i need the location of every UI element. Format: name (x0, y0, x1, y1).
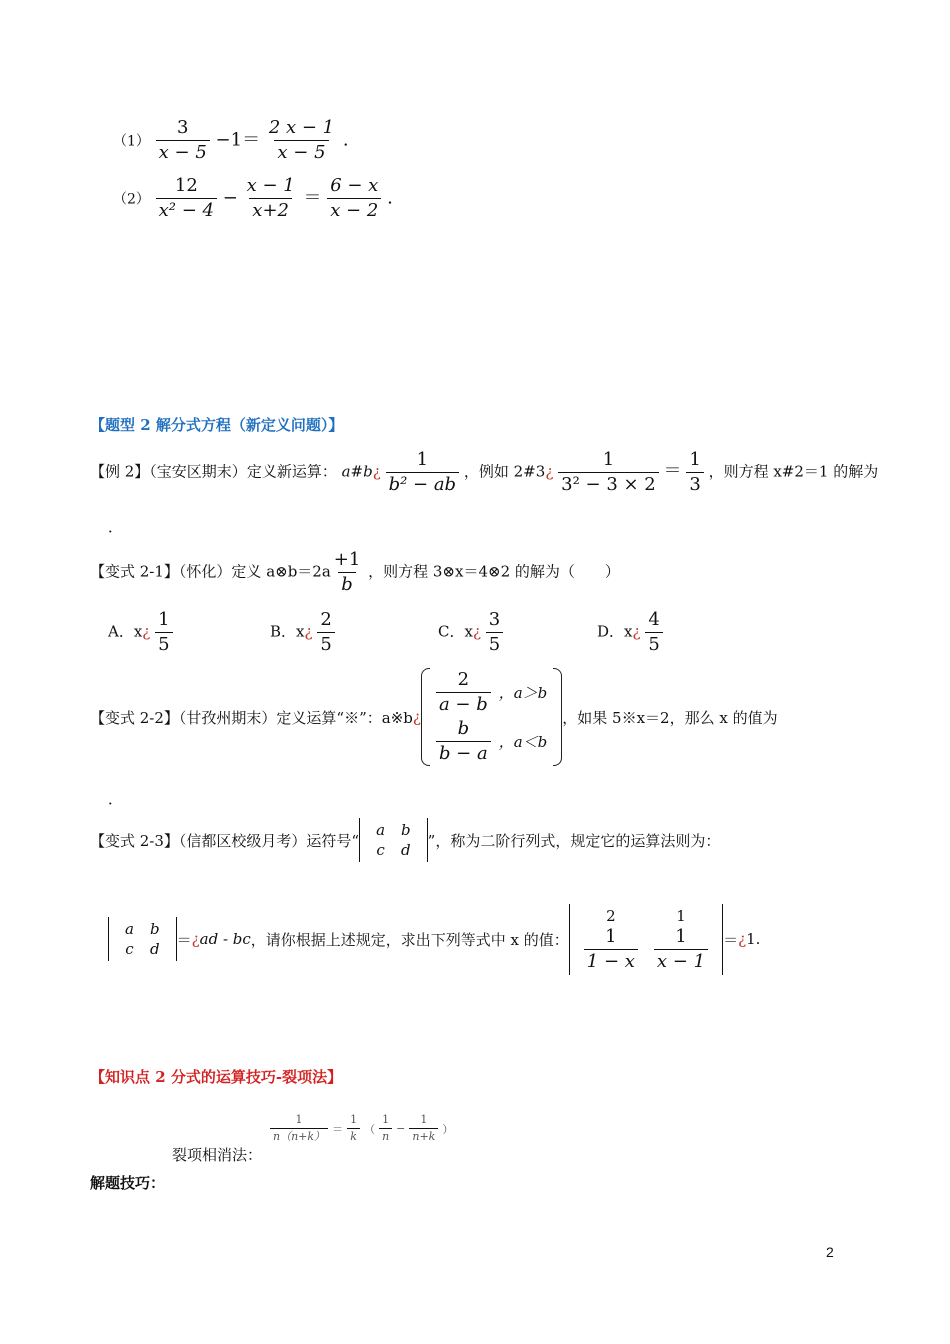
result-value: 1. (746, 930, 761, 949)
period: . (387, 187, 393, 209)
numerator: 4 (648, 609, 660, 630)
page-number: 2 (826, 1244, 834, 1260)
tips-label: 解题技巧： (90, 1174, 166, 1192)
fraction (379, 1114, 392, 1143)
fraction (156, 176, 217, 221)
option-label: C．x (438, 622, 473, 641)
denominator: 3² − 3 × 2 (558, 472, 659, 495)
denominator: x − 2 (327, 198, 381, 221)
case-condition: ，a＞b (498, 684, 548, 703)
problem-1 (113, 118, 349, 163)
period: . (342, 129, 349, 151)
operator: ＝ (663, 460, 682, 482)
denominator: n+k (409, 1128, 438, 1143)
matrix-entry: 2 (606, 907, 616, 925)
variant-text: ，如果 5※x＝2，那么 x 的值为 (562, 708, 778, 727)
variant-text: ，请你根据上述规定，求出下列等式中 x 的值： (250, 930, 569, 949)
example-prefix: 【例 2】（宝安区期末）定义新运算： (90, 462, 337, 481)
fraction (270, 1114, 328, 1143)
operator: − (222, 187, 238, 209)
placeholder-mark: ¿ (545, 462, 554, 481)
determinant (359, 818, 428, 862)
fraction (317, 610, 334, 655)
answer-blank: ． (108, 790, 124, 808)
fraction (331, 550, 364, 595)
example-text: ，则方程 x#2＝1 的解为 (708, 462, 879, 481)
numerator: 3 (177, 117, 189, 138)
numerator: 6 − x (330, 175, 379, 196)
variant-2-2: 【变式 2-2】（甘孜州期末）定义运算“※”：a※b ¿ $\frac{2}{a - b}$ ，a＞b $\frac{b}{b - a}$ ，a＜b ，如果 5※x＝2，那么 x 的值为 (90, 668, 778, 766)
denominator: x² − 4 (156, 198, 217, 221)
variant-text: ”，称为二阶行列式，规定它的运算法则为： (427, 831, 721, 850)
denominator: 5 (317, 632, 334, 655)
example-2 (90, 450, 878, 495)
expression: a#b (341, 462, 373, 481)
matrix-entry: c (376, 841, 385, 859)
fraction (386, 450, 460, 495)
example-text: ，例如 2#3 (463, 462, 546, 481)
denominator: x − 5 (274, 140, 328, 163)
numerator: 2 x − 1 (268, 117, 335, 138)
denominator: 1 − x (584, 949, 638, 972)
numerator: 2 (457, 669, 470, 691)
matrix-entry: c (125, 940, 134, 959)
denominator: x+2 (249, 198, 292, 221)
option-a[interactable]: A．x¿ $\frac{1}{5}$ (108, 610, 173, 655)
option-c[interactable]: C．x¿ $\frac{3}{5}$ (438, 610, 503, 655)
variant-2-3 (90, 818, 720, 862)
fraction (155, 610, 172, 655)
answer-blank: ． (108, 518, 124, 536)
numerator: 1 (295, 1113, 303, 1126)
matrix-entry: d (149, 940, 160, 959)
split-term-label: 裂项相消法： (172, 1146, 263, 1164)
variant-prefix: 【变式 2-1】（怀化）定义 a⊗b＝2a (90, 562, 331, 581)
denominator: b − a (436, 741, 491, 764)
fraction (686, 450, 703, 495)
denominator: 5 (645, 632, 662, 655)
denominator: b (338, 572, 356, 595)
left-brace (421, 668, 430, 766)
numerator: b (457, 718, 470, 739)
fraction (584, 927, 638, 972)
fraction (266, 118, 337, 163)
piecewise-definition (421, 668, 562, 766)
numerator: +1 (333, 549, 361, 570)
case-condition: ，a＜b (498, 732, 548, 751)
fraction (436, 719, 491, 764)
denominator: b² − ab (386, 472, 460, 495)
numerator: 1 (158, 609, 170, 630)
matrix-entry: b (149, 920, 160, 939)
fraction (347, 1114, 360, 1143)
operator: −1＝ (215, 129, 261, 151)
fraction (156, 118, 210, 163)
rule-expression: ad - bc (199, 930, 251, 949)
variant-prefix: 【变式 2-3】（信都区校级月考）运符号“ (90, 831, 360, 850)
fraction (436, 670, 491, 715)
numerator: 1 (605, 926, 617, 947)
numerator: 1 (602, 449, 615, 470)
matrix-entry: d (401, 841, 411, 859)
denominator: n (379, 1128, 392, 1143)
knowledge-title: 【知识点 2 分式的运算技巧-裂项法】 (90, 1068, 343, 1086)
matrix-entry: b (401, 821, 411, 839)
placeholder-mark: ¿ (372, 462, 381, 481)
denominator: x − 5 (156, 140, 210, 163)
fraction (654, 927, 708, 972)
matrix-entry: a (125, 920, 134, 939)
split-term-formula: $\frac{1}{n(n+k)}$ ＝ $\frac{1}{k}$ （ $\frac{1}{n}$ − $\frac{1}{n+k}$ ） (270, 1114, 453, 1143)
fraction (486, 610, 503, 655)
numerator: 1 (689, 449, 701, 470)
section-title: 【题型 2 解分式方程（新定义问题）】 (90, 416, 344, 434)
denominator: k (347, 1128, 360, 1143)
case-row (436, 670, 547, 715)
operator: ＝ (303, 187, 322, 209)
option-b[interactable]: B．x¿ $\frac{2}{5}$ (270, 610, 335, 655)
variant-2-1 (90, 550, 620, 595)
option-label: A．x (108, 622, 143, 641)
fraction (558, 450, 659, 495)
fraction (327, 176, 381, 221)
fraction (409, 1114, 438, 1143)
right-brace (553, 668, 562, 766)
fraction (645, 610, 662, 655)
option-label: D．x (597, 622, 633, 641)
numerator: 1 (350, 1113, 358, 1126)
numerator: x − 1 (246, 175, 295, 196)
problem-1-label: （1） (113, 133, 150, 150)
numerator: 1 (416, 449, 429, 470)
variant-prefix: 【变式 2-2】（甘孜州期末）定义运算“※”：a※b (90, 708, 413, 727)
numerator: 1 (675, 926, 687, 947)
variant-text: ，则方程 3⊗x＝4⊗2 的解为（ ） (368, 562, 620, 581)
numerator: 1 (420, 1113, 428, 1126)
problem-2-label: （2） (113, 191, 150, 208)
denominator: a − b (436, 692, 491, 715)
matrix-entry: a (376, 821, 386, 839)
option-label: B．x (270, 622, 305, 641)
denominator: 5 (486, 632, 503, 655)
matrix-entry: 1 (676, 907, 686, 925)
denominator: 3 (686, 472, 703, 495)
denominator: x − 1 (654, 949, 708, 972)
numerator: 3 (488, 609, 501, 630)
denominator: n（n+k） (270, 1128, 328, 1143)
numerator: 2 (320, 609, 332, 630)
fraction (244, 176, 298, 221)
numerator: 12 (174, 175, 198, 196)
determinant (108, 917, 177, 961)
determinant-rule: a b c d ＝ ¿ ad - bc ，请你根据上述规定，求出下列等式中 x 的值： 2 1 $\frac{1}{1 - x}$ $\frac{1}{x - 1}$ ＝ ¿ 1. (108, 904, 760, 975)
denominator: 5 (155, 632, 172, 655)
option-d[interactable]: D．x¿ $\frac{4}{5}$ (597, 610, 663, 655)
problem-2 (113, 176, 393, 221)
determinant-equation (569, 904, 723, 975)
case-row (436, 719, 547, 764)
numerator: 1 (382, 1113, 390, 1126)
